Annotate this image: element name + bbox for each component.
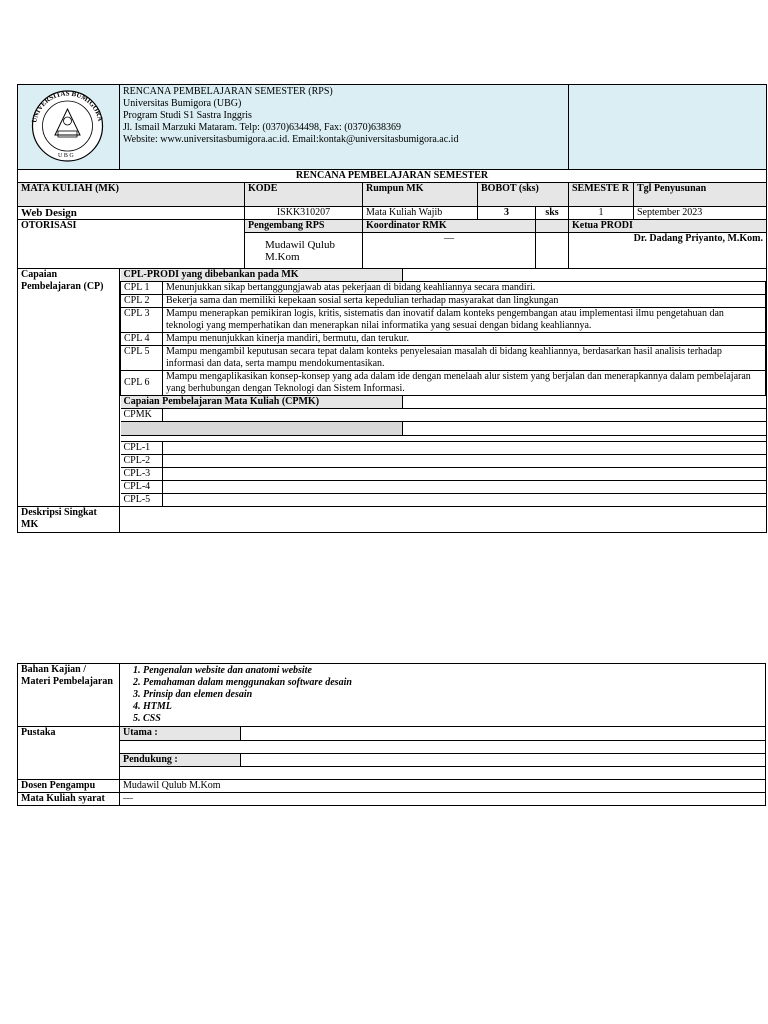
cpl-code: CPL 4 — [121, 333, 163, 346]
cpl-code: CPL 5 — [121, 346, 163, 371]
cpl-code: CPL 2 — [121, 295, 163, 308]
label-bobot: BOBOT (sks) — [478, 183, 569, 207]
cpl-short-value — [163, 455, 766, 468]
cpl-table — [120, 269, 766, 506]
bahan-item: 2. Pemahaman dalam menggunakan software desain — [143, 677, 762, 689]
cpl-text: Bekerja sama dan memiliki kepekaan sosial serta kepedulian terhadap masyarakat dan lingkungan — [163, 295, 766, 308]
cpl-item — [121, 346, 766, 371]
cpl-short-code: CPL-1 — [121, 442, 163, 455]
label-pendukung: Pendukung : — [120, 753, 240, 766]
logo-cell — [18, 85, 120, 170]
cpl-section — [120, 269, 767, 507]
cpl-code: CPL 1 — [121, 282, 163, 295]
label-tgl: Tgl Penyusunan — [634, 183, 767, 207]
label-pustaka: Pustaka — [18, 727, 120, 780]
cpl-item — [121, 308, 766, 333]
cpmk-value — [163, 409, 766, 422]
header-empty-cell — [569, 85, 767, 170]
pendukung-value — [120, 766, 765, 779]
pustaka-table — [120, 727, 765, 779]
label-koordinator: Koordinator RMK — [363, 220, 536, 233]
label-otorisasi: OTORISASI — [18, 220, 245, 269]
header-line-1: RENCANA PEMBELAJARAN SEMESTER (RPS) — [123, 86, 333, 97]
course-kode: ISKK310207 — [245, 207, 363, 220]
label-kode: KODE — [245, 183, 363, 207]
label-rumpun: Rumpun MK — [363, 183, 478, 207]
label-semester: SEMESTE R — [569, 183, 634, 207]
cpl-short-value — [163, 481, 766, 494]
cpl-code: CPL 3 — [121, 308, 163, 333]
cpl-text: Mampu menerapkan pemikiran logis, kritis, sistematis dan inovatif dalam konteks pengembangan atau implementasi ilmu pengetahuan dan teknologi yang memperhatikan dan menerapkan nilai informatika yang sesuai dengan bidang keahliannya. — [163, 308, 766, 333]
cpl-item — [121, 371, 766, 396]
bahan-item: 5. CSS — [143, 713, 762, 725]
label-pengembang: Pengembang RPS — [245, 220, 363, 233]
rps-main-table — [17, 84, 767, 533]
cpl-item — [121, 282, 766, 295]
cpl-short-value — [163, 442, 766, 455]
label-mk: MATA KULIAH (MK) — [18, 183, 245, 207]
cpl-text: Mampu mengambil keputusan secara tepat dalam konteks penyelesaian masalah di bidang keahliannya, berdasarkan hasil analisis terhadap informasi dan data, serta mampu mendokumentasikan. — [163, 346, 766, 371]
label-cpmk-title: Capaian Pembelajaran Mata Kuliah (CPMK) — [121, 396, 403, 409]
course-name: Web Design — [18, 207, 245, 220]
bahan-item: 4. HTML — [143, 701, 762, 713]
label-cpmk: CPMK — [121, 409, 163, 422]
cpl-item — [121, 333, 766, 346]
cpl-text: Mampu mengaplikasikan konsep-konsep yang ada dalam ide dengan menelaah alur sistem yang berjalan dan menerapkannya dalam pembelajaran yang berhubungan dengan Teknologi dan Sistem Informasi. — [163, 371, 766, 396]
label-ketua: Ketua PRODI — [569, 220, 767, 233]
deskripsi-value — [120, 507, 767, 533]
cpl-short-value — [163, 494, 766, 507]
university-seal-logo — [20, 87, 115, 163]
cpl-short-value — [163, 468, 766, 481]
bahan-item: 3. Prinsip dan elemen desain — [143, 689, 762, 701]
label-utama: Utama : — [120, 727, 240, 740]
label-capaian: Capaian Pembelajaran (CP) — [18, 269, 120, 507]
cpl-item — [121, 295, 766, 308]
label-bahan: Bahan Kajian / Materi Pembelajaran — [18, 664, 120, 727]
cpl-text: Mampu menunjukkan kinerja mandiri, bermutu, dan terukur. — [163, 333, 766, 346]
header-line-4: Jl. Ismail Marzuki Mataram. Telp: (0370)634498, Fax: (0370)638369 — [123, 122, 401, 133]
header-line-3: Program Studi S1 Sastra Inggris — [123, 110, 252, 121]
pengembang-name: Mudawil Qulub M.Kom — [245, 233, 363, 269]
koordinator-name: — — [363, 233, 536, 269]
course-rumpun: Mata Kuliah Wajib — [363, 207, 478, 220]
label-dosen: Dosen Pengampu — [18, 780, 120, 793]
doc-title: RENCANA PEMBELAJARAN SEMESTER — [18, 170, 767, 183]
cpl-short-code: CPL-3 — [121, 468, 163, 481]
header-line-5: Website: www.universitasbumigora.ac.id. Email:kontak@universitasbumigora.ac.id — [123, 134, 459, 145]
pustaka-cell — [120, 727, 766, 780]
cpl-short-code: CPL-4 — [121, 481, 163, 494]
bahan-list — [123, 665, 762, 725]
bahan-list-cell — [120, 664, 766, 727]
cpl-short-code: CPL-2 — [121, 455, 163, 468]
bahan-item: 1. Pengenalan website dan anatomi website — [143, 665, 762, 677]
header-line-2: Universitas Bumigora (UBG) — [123, 98, 242, 109]
svg-text:U B G: U B G — [58, 153, 74, 159]
label-deskripsi: Deskripsi Singkat MK — [18, 507, 120, 533]
dosen-value: Mudawil Qulub M.Kom — [120, 780, 766, 793]
cpl-code: CPL 6 — [121, 371, 163, 396]
otorisasi-spacer — [536, 220, 569, 233]
syarat-value: — — [120, 793, 766, 806]
course-bobot: 3 — [478, 207, 536, 220]
utama-value — [240, 727, 765, 740]
course-tgl: September 2023 — [634, 207, 767, 220]
svg-text:UNIVERSITAS BUMIGORA: UNIVERSITAS BUMIGORA — [30, 89, 105, 124]
course-semester: 1 — [569, 207, 634, 220]
otorisasi-spacer-2 — [536, 233, 569, 269]
institution-header — [120, 85, 569, 170]
cpmk-gray-bar — [121, 422, 403, 436]
cpl-text: Menunjukkan sikap bertanggungjawab atas pekerjaan di bidang keahliannya secara mandiri. — [163, 282, 766, 295]
label-cpl-prodi: CPL-PRODI yang dibebankan pada MK — [121, 269, 403, 282]
ketua-name: Dr. Dadang Priyanto, M.Kom. — [569, 233, 767, 269]
course-sks: sks — [536, 207, 569, 220]
cpl-short-code: CPL-5 — [121, 494, 163, 507]
label-syarat: Mata Kuliah syarat — [18, 793, 120, 806]
rps-bottom-table — [17, 663, 766, 806]
